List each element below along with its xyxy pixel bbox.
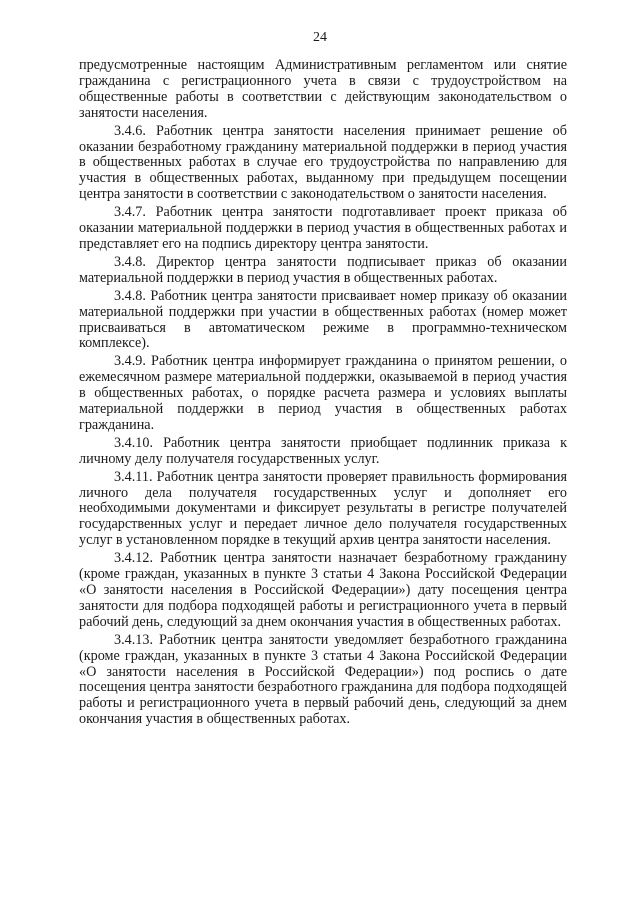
paragraph-3-4-11: 3.4.11. Работник центра занятости проверяет правильность формирования личного дела получателя государственных услуг и дополняет его необходимыми документами и фиксирует результаты в регистре получателей государственных услуг и передает личное дело получателя государственных услуг в установленном порядке в текущий архив центра занятости населения. xyxy=(79,468,567,549)
paragraph-continuation: предусмотренные настоящим Административным регламентом или снятие гражданина с регистрационного учета в связи с трудоустройством на общественные работы в соответствии с действующим законодательством о занятости населения. xyxy=(79,57,567,121)
paragraph-3-4-9: 3.4.9. Работник центра информирует гражданина о принятом решении, о ежемесячном размере материальной поддержки, оказываемой в период участия в общественных работах, о порядке расчета размера и условиях выплаты материальной поддержки в период участия в общественных работах гражданина. xyxy=(79,353,567,433)
paragraph-3-4-7: 3.4.7. Работник центра занятости подготавливает проект приказа об оказании материальной поддержки в период участия в общественных работах и представляет его на подпись директору центра занятости. xyxy=(79,204,567,252)
paragraph-3-4-10: 3.4.10. Работник центра занятости приобщает подлинник приказа к личному делу получателя государственных услуг. xyxy=(79,434,567,467)
document-body xyxy=(79,58,567,730)
page-number: 24 xyxy=(313,30,327,45)
paragraph-3-4-8-number: 3.4.8. Работник центра занятости присваивает номер приказу об оказании материальной поддержки при участии в общественных работах (номер может присваиваться в автоматическом режиме в программно-техническом комплексе). xyxy=(79,287,567,352)
paragraph-3-4-6: 3.4.6. Работник центра занятости населения принимает решение об оказании безработному гражданину материальной поддержки в период участия в общественных работах в случае его трудоустройства по направлению для участия в общественных работах, выданному при предыдущем посещении центра занятости в соответствии с законодательством о занятости населения. xyxy=(79,122,567,203)
paragraph-3-4-12: 3.4.12. Работник центра занятости назначает безработному гражданину (кроме граждан, указанных в пункте 3 статьи 4 Закона Российской Федерации «О занятости населения в Российской Федерации») дату посещения центра занятости для подбора подходящей работы и регистрационного учета в первый рабочий день, следующий за днем окончания участия в общественных работах. xyxy=(79,550,567,630)
paragraph-3-4-13: 3.4.13. Работник центра занятости уведомляет безработного гражданина (кроме граждан, указанных в пункте 3 статьи 4 Закона Российской Федерации «О занятости населения в Российской Федерации») под роспись о дате посещения центра занятости безработного гражданина для подбора подходящей работы и регистрационного учета в первый рабочий день, следующий за днем окончания участия в общественных работах. xyxy=(79,631,567,728)
paragraph-3-4-8-director: 3.4.8. Директор центра занятости подписывает приказ об оказании материальной поддержки в период участия в общественных работах. xyxy=(79,253,567,286)
